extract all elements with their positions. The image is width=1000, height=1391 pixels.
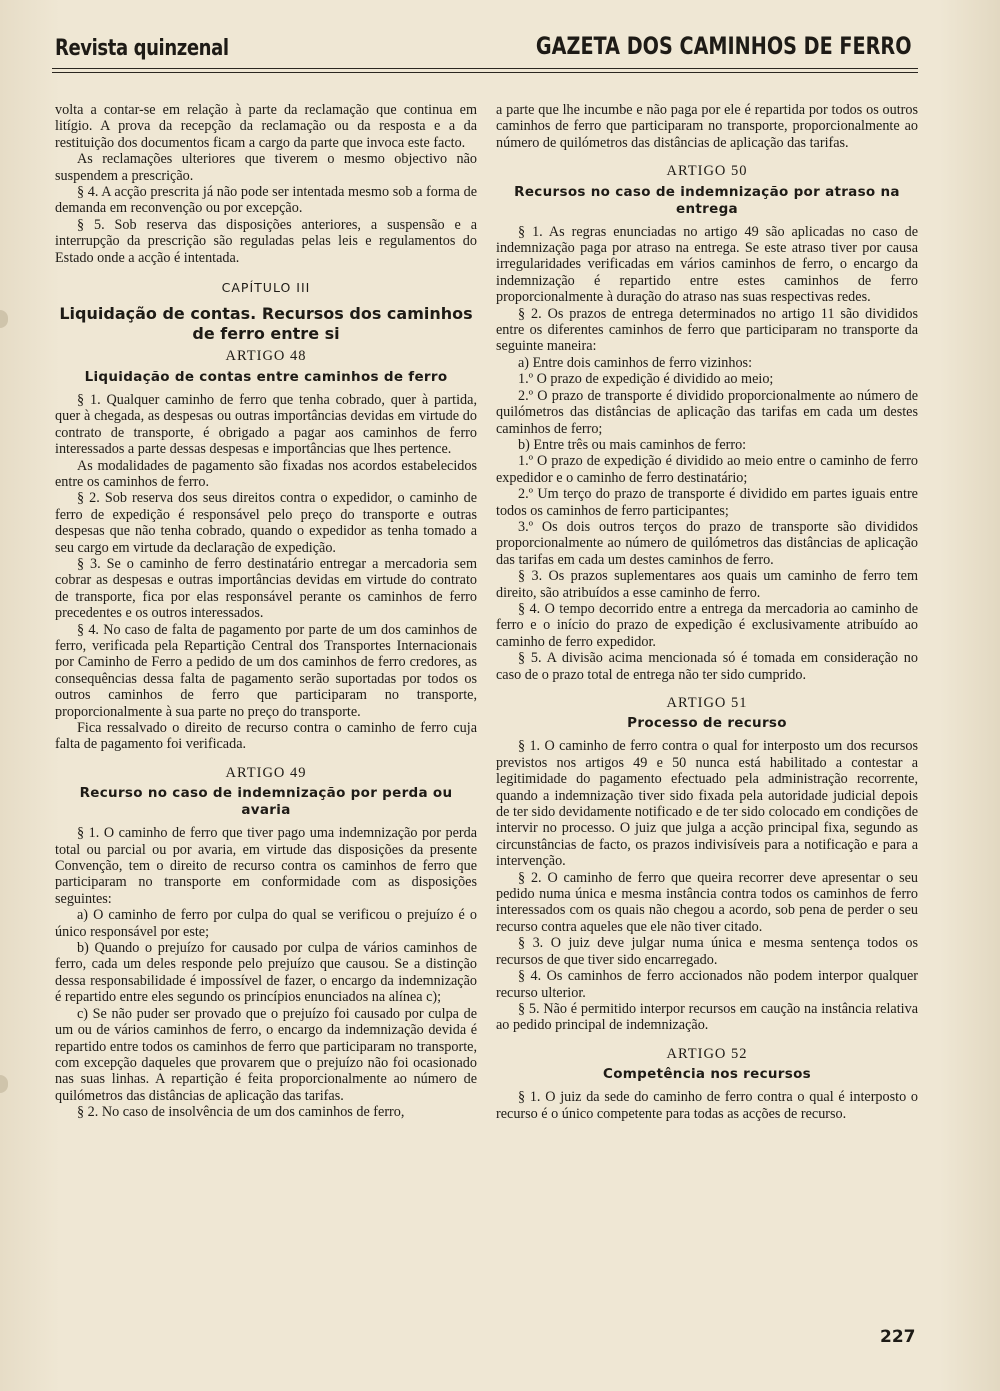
paragraph: § 4. O tempo decorrido entre a entrega da mercadoria ao caminho de ferro e o início do prazo de expedição é exclusivamente atribuído ao caminho de ferro expedidor. xyxy=(496,600,918,650)
article-title: Competência nos recursos xyxy=(603,1066,811,1083)
article-title: Processo de recurso xyxy=(627,715,787,732)
paragraph: § 3. Os prazos suplementares aos quais um caminho de ferro tem direito, são atribuídos a esse caminho de ferro. xyxy=(496,568,918,601)
paragraph: 2.º O prazo de transporte é dividido proporcionalmente ao número de quilómetros das distâncias de aplicação das tarifas em cada um destes caminhos de ferro; xyxy=(496,387,918,437)
article-title: Liquidação de contas entre caminhos de ferro xyxy=(84,368,448,385)
paragraph: volta a contar-se em relação à parte da reclamação que continua em litígio. A prova da recepção da reclamação ou da resposta e a da restituição dos documentos ficam a cargo da parte que invoca este facto. xyxy=(55,102,477,151)
paragraph: § 5. Sob reserva das disposições anteriores, a suspensão e a interrupção da prescrição são reguladas pelas leis e regulamentos do Estado onde a acção é intentada. xyxy=(55,216,477,266)
paragraph: a) Entre dois caminhos de ferro vizinhos: xyxy=(518,354,753,371)
paragraph: b) Entre três ou mais caminhos de ferro: xyxy=(518,436,747,453)
punch-hole xyxy=(0,310,8,328)
running-header-left: Revista quinzenal xyxy=(55,36,229,61)
left-column xyxy=(55,102,477,1121)
running-header-right: GAZETA DOS CAMINHOS DE FERRO xyxy=(536,32,912,60)
paragraph: 1.º O prazo de expedição é dividido ao meio entre o caminho de ferro expedidor e o caminho de ferro destinatário; xyxy=(496,453,918,486)
paragraph: 3.º Os dois outros terços do prazo de transporte são divididos proporcionalmente ao número de quilómetros das distâncias de aplicação das tarifas em cada um destes caminhos de ferro. xyxy=(496,518,918,568)
article-title: Recursos no caso de indemnização por atraso na entrega xyxy=(514,183,900,217)
paragraph: § 1. As regras enunciadas no artigo 49 são aplicadas no caso de indemnização paga por atraso na entrega. Se este atraso tiver por causa irregularidades verificadas em vários caminhos de ferro, o encargo da indemnização é repartido entre estes caminhos de ferro proporcionalmente à duração do atraso nas suas respectivas redes. xyxy=(496,223,918,306)
paragraph: § 1. O caminho de ferro que tiver pago uma indemnização por perda total ou parcial ou por avaria, em virtude das disposições da presente Convenção, tem o direito de recurso contra os caminhos de ferro que participaram no transporte em conformidade com as disposições seguintes: xyxy=(55,825,477,907)
article-heading: ARTIGO 52 xyxy=(666,1045,748,1062)
header-rule-top xyxy=(52,68,918,69)
paragraph: § 5. Não é permitido interpor recursos em caução na instância relativa ao pedido principal de indemnização. xyxy=(496,1000,918,1034)
paragraph: b) Quando o prejuízo for causado por culpa de vários caminhos de ferro, cada um deles responde pelo prejuízo que causou. Se a distinção dessa responsabilidade é impossível de fazer, o encargo da indemnização é repartido entre eles segundo os princípios enunciados na alínea c); xyxy=(55,940,477,1006)
paragraph: § 2. No caso de insolvência de um dos caminhos de ferro, xyxy=(77,1104,405,1121)
paragraph: § 3. O juiz deve julgar numa única e mesma sentença todos os recursos de que tiver sido encarregado. xyxy=(496,935,918,968)
paragraph: 2.º Um terço do prazo de transporte é dividido em partes iguais entre todos os caminhos de ferro participantes; xyxy=(496,486,918,519)
paragraph: As reclamações ulteriores que tiverem o mesmo objectivo não suspendem a prescrição. xyxy=(55,151,477,184)
article-title: Recurso no caso de indemnização por perda ou avaria xyxy=(79,785,453,819)
paragraph: a parte que lhe incumbe e não paga por ele é repartida por todos os outros caminhos de ferro que participaram no transporte, proporcionalmente ao número de quilómetros das distâncias de aplicação das tarifas. xyxy=(496,102,918,151)
header-rule-bottom xyxy=(52,72,918,73)
paragraph: § 4. A acção prescrita já não pode ser intentada mesmo sob a forma de demanda em reconvenção ou por excepção. xyxy=(55,184,477,217)
article-heading: ARTIGO 51 xyxy=(666,695,748,711)
paragraph: § 1. O juiz da sede do caminho de ferro contra o qual é interposto o recurso é o único competente para todas as acções de recurso. xyxy=(496,1089,918,1122)
paragraph: § 4. No caso de falta de pagamento por parte de um dos caminhos de ferro, verificada pela Repartição Central dos Transportes Internacionais por Caminho de Ferro a pedido de um dos caminhos de ferro credores, as consequências dessa falta de pagamento serão suportadas por todos os outros caminhos de ferro que participaram no transporte, proporcionalmente à sua parte no preço do transporte. xyxy=(55,621,477,720)
chapter-heading: CAPÍTULO III xyxy=(221,280,311,296)
paragraph: § 2. Sob reserva dos seus direitos contra o expedidor, o caminho de ferro de expedição é responsável pelo preço do transporte e outras despesas que não tenha cobrado, quando o expedidor as tenha tomado a seu cargo em virtude da declaração de expedição. xyxy=(55,490,477,556)
article-heading: ARTIGO 48 xyxy=(225,348,307,365)
paragraph: § 1. O caminho de ferro contra o qual for interposto um dos recursos previstos nos artigos 49 e 50 nunca está habilitado a contestar a legitimidade do pagamento efectuado pela administração recorrente, quando a indemnização tiver sido fixada pela autoridade judicial depois de ter sido devidamente notificado e de ter sido colocado em condições de intervir no processo. O juiz que julga a acção principal fixa, segundo as circunstâncias de facto, os prazos indivisíveis para a notificação e para a intervenção. xyxy=(496,738,918,870)
paragraph: c) Se não puder ser provado que o prejuízo foi causado por culpa de um ou de vários caminhos de ferro, o encargo da indemnização devida é repartido entre todos os caminhos de ferro que participaram no transporte, com excepção daqueles que provarem que o prejuízo não foi ocasionado nas suas linhas. A repartição é feita proporcionalmente ao número de quilómetros das distâncias de aplicação das tarifas. xyxy=(55,1005,477,1104)
paragraph: § 3. Se o caminho de ferro destinatário entregar a mercadoria sem cobrar as despesas e outras importâncias devidas em virtude do contrato de transporte, fica por elas responsável perante os caminhos de ferro precedentes e os outros interessados. xyxy=(55,555,477,622)
paragraph: As modalidades de pagamento são fixadas nos acordos estabelecidos entre os caminhos de ferro. xyxy=(55,457,477,490)
paragraph: § 2. O caminho de ferro que queira recorrer deve apresentar o seu pedido numa única e mesma instância contra todos os caminhos de ferro interessados com os quais não chegou a acordo, sob pena de perder o seu recurso contra aqueles que ele não tiver citado. xyxy=(496,869,918,935)
paragraph: § 1. Qualquer caminho de ferro que tenha cobrado, quer à partida, quer à chegada, as despesas ou outras importâncias devidas em virtude do contrato de transporte, é obrigado a pagar aos caminhos de ferro interessados a parte dessas despesas e importâncias que lhes pertence. xyxy=(55,391,477,458)
article-heading: ARTIGO 49 xyxy=(225,764,307,781)
paragraph: a) O caminho de ferro por culpa do qual se verificou o prejuízo é o único responsável por este; xyxy=(55,907,477,940)
page-number: 227 xyxy=(880,1327,916,1347)
paragraph: Fica ressalvado o direito de recurso contra o caminho de ferro cuja falta de pagamento foi verificada. xyxy=(55,720,477,753)
chapter-title: Liquidação de contas. Recursos dos caminhos de ferro entre si xyxy=(59,304,473,344)
paragraph: § 4. Os caminhos de ferro accionados não podem interpor qualquer recurso ulterior. xyxy=(496,968,918,1001)
right-column xyxy=(496,102,918,1122)
paragraph: § 2. Os prazos de entrega determinados no artigo 11 são divididos entre os diferentes caminhos de ferro que participaram no transporte da seguinte maneira: xyxy=(496,305,918,355)
punch-hole xyxy=(0,1075,8,1093)
paragraph: 1.º O prazo de expedição é dividido ao meio; xyxy=(518,371,774,388)
article-heading: ARTIGO 50 xyxy=(666,163,748,180)
paragraph: § 5. A divisão acima mencionada só é tomada em consideração no caso de o prazo total de entrega não ter sido cumprido. xyxy=(496,650,918,683)
